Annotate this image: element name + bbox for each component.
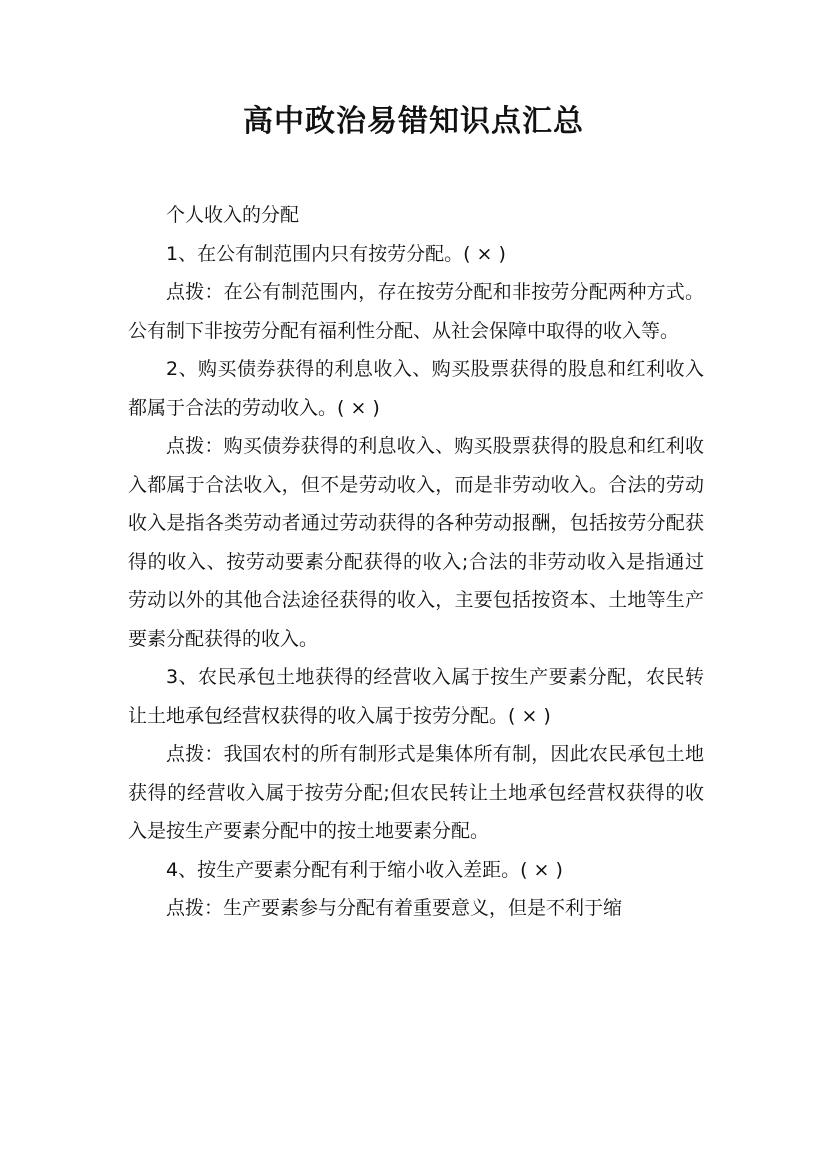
explanation-4: 点拨：生产要素参与分配有着重要意义，但是不利于缩 — [166, 897, 623, 919]
section-heading: 个人收入的分配 — [166, 204, 300, 226]
explanation-3: 点拨：我国农村的所有制形式是集体所有制，因此农民承包土地获得的经营收入属于按劳分配;但农民转让土地承包经营权获得的收入是按生产要素分配中的按土地要素分配。 — [128, 743, 704, 842]
document-title: 高中政治易错知识点汇总 — [243, 104, 584, 139]
document-body — [128, 196, 704, 928]
explanation-2: 点拨：购买债券获得的利息收入、购买股票获得的股息和红利收入都属于合法收入，但不是劳动收入，而是非劳动收入。合法的劳动收入是指各类劳动者通过劳动获得的各种劳动报酬，包括按劳分配获得的收入、按劳动要素分配获得的收入;合法的非劳动收入是指通过劳动以外的其他合法途径获得的收入，主要包括按资本、土地等生产要素分配获得的收入。 — [128, 435, 704, 650]
question-1: 1、在公有制范围内只有按劳分配。( × ) — [166, 242, 506, 265]
question-3: 3、农民承包土地获得的经营收入属于按生产要素分配，农民转让土地承包经营权获得的收入属于按劳分配。( × ) — [128, 666, 704, 727]
explanation-1: 点拨：在公有制范围内，存在按劳分配和非按劳分配两种方式。 公有制下非按劳分配有福利性分配、从社会保障中取得的收入等。 — [128, 281, 704, 342]
question-4: 4、按生产要素分配有利于缩小收入差距。( × ) — [166, 858, 563, 881]
question-2: 2、购买债券获得的利息收入、购买股票获得的股息和红利收入都属于合法的劳动收入。( × ) — [128, 358, 704, 419]
